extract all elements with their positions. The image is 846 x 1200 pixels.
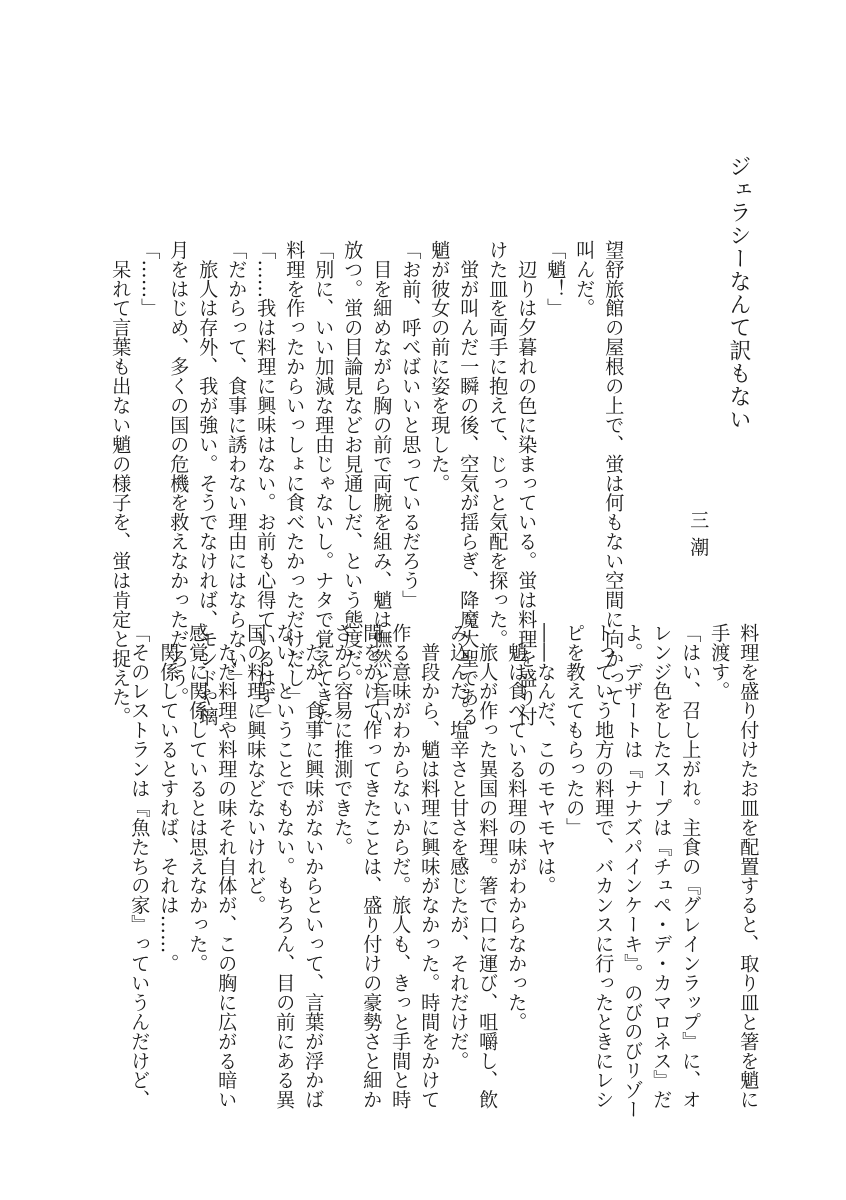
text-line: 旅人が作った異国の料理。箸で口に運び、咀嚼し、飲 [476, 623, 500, 1110]
text-line: 「別に、いい加減な理由じゃないし。ナタで覚えてきた [312, 240, 336, 727]
text-line: さから容易に推測できた。 [331, 623, 355, 857]
text-line: トっていう地方の料理で、バカンスに行ったときにレシ [592, 623, 616, 1110]
text-line: 感覚に関係しているとは思えなかった。 [186, 623, 210, 974]
text-line: 間をかけて作ってきたことは、盛り付けの豪勢さと細か [360, 623, 384, 1110]
text-line: 「……」 [138, 240, 162, 318]
text-line: 「だからって、食事に誘わない理由にはならない」 [225, 240, 249, 688]
text-line: 関係しているとすれば、それは……。 [157, 623, 181, 974]
text-line: 蛍が叫んだ一瞬の後、空気が揺らぎ、降魔大聖である [457, 240, 481, 727]
text-line: 月をはじめ、多くの国の危機を救えなかっただろう。 [167, 240, 191, 707]
text-line: だが、食事に興味がないからといって、言葉が浮かば [302, 623, 326, 1110]
text-line: 目を細めながら胸の前で両腕を組み、魈は憮然と言い [370, 240, 394, 727]
text-line: ――なんだ、このモヤモヤは。 [534, 623, 558, 896]
text-line: み込んだ。塩辛さと甘さを感じたが、それだけだ。 [447, 623, 471, 1071]
text-line: 料理を作ったからいっしょに食べたかっただけだし」 [283, 240, 307, 707]
text-line: 旅人は存外、我が強い。そうでなければ、モンドや璃 [196, 240, 220, 727]
text-line: ただ料理や料理の味それ自体が、この胸に広がる暗い [215, 623, 239, 1110]
text-line: よ。デザートは『ナナズパインケーキ』。のびのびリゾー [621, 623, 645, 1120]
text-line: ピを教えてもらったの」 [563, 623, 587, 837]
text-line: ない、ということでもない。もちろん、目の前にある異 [273, 623, 297, 1110]
text-line: 魈は食べている料理の味がわからなかった。 [505, 623, 529, 1032]
text-line: 「はい、召し上がれ。主食の『グレインラップ』に、オ [679, 623, 703, 1110]
text-line: 叫んだ。 [573, 240, 597, 318]
text-line: 「そのレストランは『魚たちの家』っていうんだけど、 [128, 623, 152, 1110]
text-line: 放つ。蛍の目論見などお見通しだ、という態度だ。 [341, 240, 365, 688]
text-line: 呆れて言葉も出ない魈の様子を、蛍は肯定と捉えた。 [109, 240, 133, 727]
story-title: ジェラシーなんて訳もない [726, 155, 751, 431]
text-line: 望舒旅館の屋根の上で、蛍は何もない空間に向かって [602, 240, 626, 707]
text-line: 「魈！」 [544, 240, 568, 318]
text-line: 国の料理に興味などないけれど。 [244, 623, 268, 915]
text-line: 作る意味がわからないからだ。旅人も、きっと手間と時 [389, 623, 413, 1110]
text-line: 「お前、呼べばいいと思っているだろう」 [399, 240, 423, 610]
text-line: 手渡す。 [708, 623, 732, 701]
text-line: 料理を盛り付けたお皿を配置すると、取り皿と箸を魈に [737, 623, 761, 1110]
author-name: 三潮 [687, 510, 711, 565]
text-line: 魈が彼女の前に姿を現した。 [428, 240, 452, 493]
text-line: けた皿を両手に抱えて、じっと気配を探った。 [486, 240, 510, 649]
text-line: 普段から、魈は料理に興味がなかった。時間をかけて [418, 623, 442, 1110]
text-line: 「……我は料理に興味はない。お前も心得ているはず」 [254, 240, 278, 727]
text-line: レンジ色をしたスープは『チュペ・デ・カマロネス』だ [650, 623, 674, 1110]
text-line: 辺りは夕暮れの色に染まっている。蛍は料理を盛り付 [515, 240, 539, 727]
